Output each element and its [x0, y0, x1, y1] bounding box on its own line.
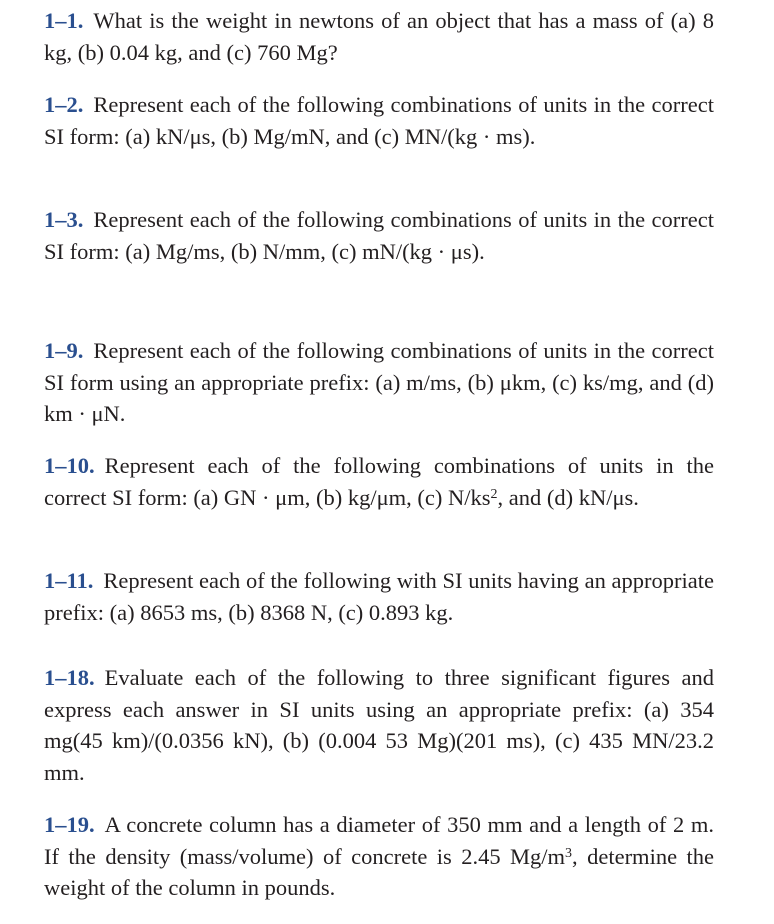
- problem-1-10: [44, 450, 714, 513]
- problem-number: 1–18.: [44, 665, 95, 690]
- problem-1-9: [44, 335, 714, 430]
- problem-number: 1–3.: [44, 207, 84, 232]
- problem-text-end: , determine the weight of the column in pounds.: [44, 843, 714, 900]
- problem-1-19: [44, 809, 714, 904]
- problem-text-end: , and (d) kN/μs.: [497, 484, 639, 510]
- problem-number: 1–9.: [44, 338, 84, 363]
- problem-number: 1–2.: [44, 92, 84, 117]
- problem-text: Represent each of the following with SI units having an appropriate prefix: (a) 8653 ms, (b) 8368 N, (c) 0.893 kg.: [44, 568, 714, 625]
- problem-number: 1–10.: [44, 453, 95, 478]
- problem-text: Represent each of the following combinations of units in the correct SI form: (a) GN · μm, (b) kg/μm, (c) N/ks: [44, 453, 714, 510]
- problem-text: What is the weight in newtons of an object that has a mass of (a) 8 kg, (b) 0.04 kg, and (c) 760 Mg?: [44, 8, 714, 65]
- problem-number: 1–1.: [44, 8, 84, 33]
- superscript: 3: [565, 845, 573, 861]
- problem-text: A concrete column has a diameter of 350 mm and a length of 2 m. If the density (mass/volume) of concrete is 2.45 Mg/m: [44, 812, 714, 869]
- problem-1-18: [44, 662, 714, 788]
- problem-text: Represent each of the following combinations of units in the correct SI form: (a) kN/μs, (b) Mg/mN, and (c) MN/(kg · ms).: [44, 92, 714, 149]
- problem-1-2: [44, 89, 714, 152]
- problem-number: 1–11.: [44, 568, 94, 593]
- problem-1-1: [44, 5, 714, 68]
- problem-1-3: [44, 204, 714, 267]
- problem-number: 1–19.: [44, 812, 95, 837]
- superscript: 2: [490, 486, 498, 502]
- problem-1-11: [44, 565, 714, 628]
- problem-text: Represent each of the following combinations of units in the correct SI form using an appropriate prefix: (a) m/ms, (b) μkm, (c) ks/mg, and (d) km · μN.: [44, 338, 714, 426]
- problem-text: Evaluate each of the following to three significant figures and express each answer in SI units using an appropriate prefix: (a) 354 mg(45 km)/(0.0356 kN), (b) (0.004 53 Mg)(201 ms), (c) 435 MN/23.2 mm.: [44, 665, 714, 785]
- problem-text: Represent each of the following combinations of units in the correct SI form: (a) Mg/ms, (b) N/mm, (c) mN/(kg · μs).: [44, 207, 714, 264]
